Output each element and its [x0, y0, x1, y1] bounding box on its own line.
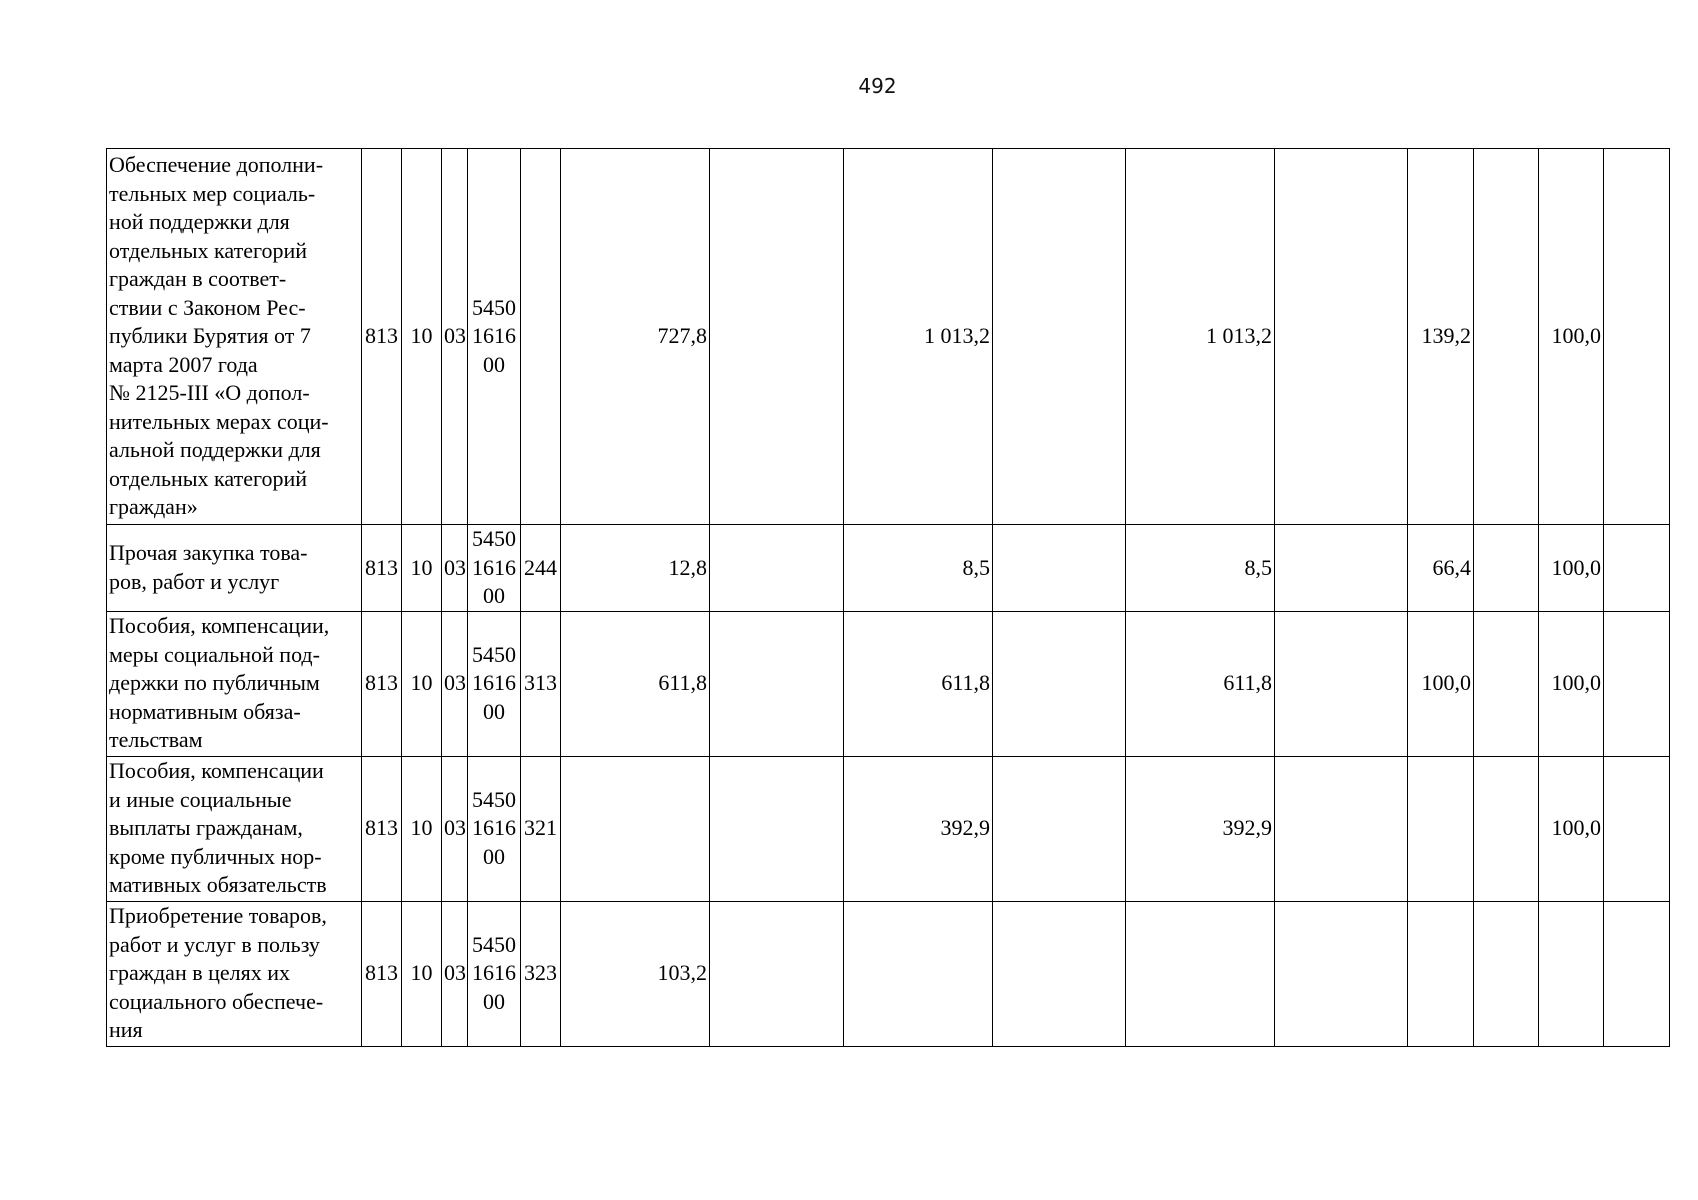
- amount-cell-3: 392,9: [844, 756, 993, 901]
- gr-code-cell: 813: [362, 901, 402, 1046]
- percent-cell-2: [1474, 901, 1539, 1046]
- row-name-cell: Прочая закупка това- ров, работ и услуг: [107, 525, 362, 612]
- csr-code-cell: 5450 1616 00: [468, 901, 521, 1046]
- table-row: [107, 149, 1670, 525]
- gr-code-cell: 813: [362, 756, 402, 901]
- pr-code-cell: 03: [442, 149, 468, 525]
- amount-cell-5: 611,8: [1126, 611, 1275, 756]
- amount-cell-5: 392,9: [1126, 756, 1275, 901]
- pr-code-cell: 03: [442, 901, 468, 1046]
- percent-cell-2: [1474, 611, 1539, 756]
- table-row: [107, 611, 1670, 756]
- percent-cell-1: [1408, 756, 1474, 901]
- amount-cell-2: [710, 525, 844, 612]
- amount-cell-2: [710, 611, 844, 756]
- budget-table: [106, 148, 1670, 1047]
- row-name-cell: Обеспечение дополни- тельных мер социаль- ной поддержки для отдельных категорий граждан в соответ- ствии с Законом Рес- публики Бурятия от 7 марта 2007 года № 2125-III «О допол- нительных мерах соци- альной поддержки для отдельных категорий граждан»: [107, 149, 362, 525]
- amount-cell-6: [1275, 756, 1408, 901]
- amount-cell-6: [1275, 525, 1408, 612]
- vr-code-cell: 321: [521, 756, 561, 901]
- amount-cell-4: [993, 756, 1126, 901]
- empty-cell: [1604, 901, 1670, 1046]
- percent-cell-3: 100,0: [1539, 149, 1604, 525]
- percent-cell-3: 100,0: [1539, 611, 1604, 756]
- rz-code-cell: 10: [402, 756, 442, 901]
- pr-code-cell: 03: [442, 611, 468, 756]
- rz-code-cell: 10: [402, 525, 442, 612]
- amount-cell-4: [993, 149, 1126, 525]
- amount-cell-1: 727,8: [561, 149, 710, 525]
- amount-cell-3: 611,8: [844, 611, 993, 756]
- rz-code-cell: 10: [402, 149, 442, 525]
- csr-code-cell: 5450 1616 00: [468, 149, 521, 525]
- percent-cell-2: [1474, 756, 1539, 901]
- percent-cell-1: [1408, 901, 1474, 1046]
- percent-cell-3: 100,0: [1539, 525, 1604, 612]
- vr-code-cell: [521, 149, 561, 525]
- empty-cell: [1604, 756, 1670, 901]
- table-row: [107, 756, 1670, 901]
- vr-code-cell: 313: [521, 611, 561, 756]
- table-row: [107, 525, 1670, 612]
- amount-cell-6: [1275, 611, 1408, 756]
- amount-cell-4: [993, 901, 1126, 1046]
- percent-cell-2: [1474, 525, 1539, 612]
- amount-cell-4: [993, 525, 1126, 612]
- amount-cell-5: 1 013,2: [1126, 149, 1275, 525]
- empty-cell: [1604, 525, 1670, 612]
- amount-cell-5: 8,5: [1126, 525, 1275, 612]
- csr-code-cell: 5450 1616 00: [468, 611, 521, 756]
- amount-cell-6: [1275, 901, 1408, 1046]
- rz-code-cell: 10: [402, 901, 442, 1046]
- amount-cell-1: 103,2: [561, 901, 710, 1046]
- percent-cell-1: 100,0: [1408, 611, 1474, 756]
- row-name-cell: Пособия, компенсации и иные социальные выплаты гражданам, кроме публичных нор- мативных обязательств: [107, 756, 362, 901]
- pr-code-cell: 03: [442, 525, 468, 612]
- row-name-cell: Приобретение товаров, работ и услуг в пользу граждан в целях их социального обеспече- ния: [107, 901, 362, 1046]
- percent-cell-1: 139,2: [1408, 149, 1474, 525]
- amount-cell-5: [1126, 901, 1275, 1046]
- vr-code-cell: 323: [521, 901, 561, 1046]
- table-row: [107, 901, 1670, 1046]
- amount-cell-3: [844, 901, 993, 1046]
- amount-cell-1: 611,8: [561, 611, 710, 756]
- amount-cell-2: [710, 756, 844, 901]
- gr-code-cell: 813: [362, 149, 402, 525]
- percent-cell-2: [1474, 149, 1539, 525]
- page-number: 492: [858, 74, 897, 98]
- amount-cell-2: [710, 149, 844, 525]
- pr-code-cell: 03: [442, 756, 468, 901]
- amount-cell-3: 8,5: [844, 525, 993, 612]
- amount-cell-1: [561, 756, 710, 901]
- percent-cell-1: 66,4: [1408, 525, 1474, 612]
- vr-code-cell: 244: [521, 525, 561, 612]
- empty-cell: [1604, 149, 1670, 525]
- amount-cell-4: [993, 611, 1126, 756]
- gr-code-cell: 813: [362, 611, 402, 756]
- csr-code-cell: 5450 1616 00: [468, 525, 521, 612]
- rz-code-cell: 10: [402, 611, 442, 756]
- row-name-cell: Пособия, компенсации, меры социальной под- держки по публичным нормативным обяза- тельствам: [107, 611, 362, 756]
- amount-cell-1: 12,8: [561, 525, 710, 612]
- amount-cell-2: [710, 901, 844, 1046]
- gr-code-cell: 813: [362, 525, 402, 612]
- empty-cell: [1604, 611, 1670, 756]
- percent-cell-3: [1539, 901, 1604, 1046]
- amount-cell-3: 1 013,2: [844, 149, 993, 525]
- percent-cell-3: 100,0: [1539, 756, 1604, 901]
- amount-cell-6: [1275, 149, 1408, 525]
- csr-code-cell: 5450 1616 00: [468, 756, 521, 901]
